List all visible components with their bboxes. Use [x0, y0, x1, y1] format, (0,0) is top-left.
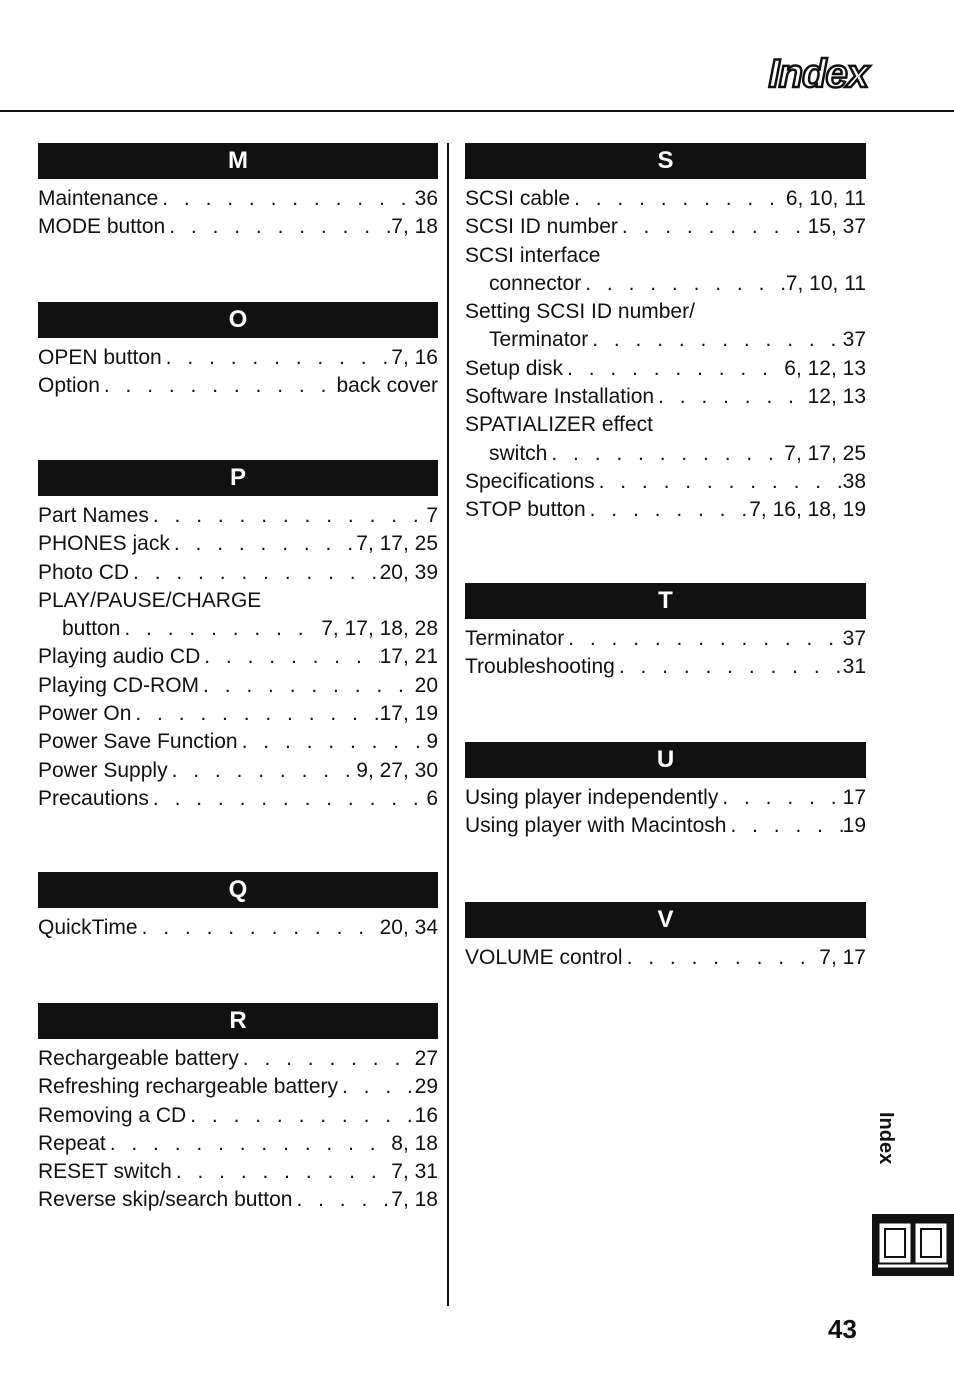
index-entry — [38, 1045, 438, 1073]
index-term: Option — [38, 374, 100, 398]
dot-leader — [292, 1186, 391, 1214]
index-page-refs: 17 — [842, 786, 866, 809]
index-entry-list — [38, 1045, 438, 1215]
index-entry — [465, 784, 866, 812]
header-rule — [0, 110, 954, 112]
index-term: Precautions — [38, 786, 149, 810]
dot-leader — [162, 344, 392, 372]
index-entry — [465, 440, 866, 468]
index-term: Maintenance — [38, 187, 159, 210]
index-page-refs: 17, 21 — [379, 645, 438, 669]
dot-leader — [238, 728, 427, 756]
index-entry — [38, 914, 438, 942]
section-letter-header: Q — [38, 872, 438, 908]
side-tab — [874, 1112, 904, 1182]
index-entry — [38, 559, 438, 587]
index-entry-list — [38, 914, 438, 942]
index-term: Software Installation — [465, 385, 655, 409]
dot-leader — [588, 326, 842, 354]
index-entry-list — [465, 944, 866, 972]
dot-leader — [239, 1045, 415, 1073]
index-entry-list — [38, 502, 438, 813]
index-entry — [38, 530, 438, 558]
index-term: button — [62, 617, 121, 641]
index-term: Setting SCSI ID number/ — [465, 300, 695, 324]
dot-leader — [595, 468, 843, 496]
index-entry-list — [465, 625, 866, 682]
index-term: Power On — [38, 702, 132, 726]
section-letter-header: R — [38, 1003, 438, 1039]
index-term: Playing CD-ROM — [38, 673, 200, 697]
index-entry — [38, 672, 438, 700]
index-entry — [465, 812, 866, 840]
index-page-refs: 7, 31 — [391, 1160, 438, 1184]
index-term: RESET switch — [38, 1160, 172, 1184]
index-page-refs: 17, 19 — [379, 702, 438, 726]
index-page-refs: 7, 17, 25 — [784, 441, 866, 465]
section-letter-header: V — [465, 902, 866, 938]
index-entry — [38, 372, 438, 400]
index-page-refs: 7, 18 — [391, 1188, 438, 1212]
dot-leader — [200, 643, 379, 671]
index-entry — [38, 757, 438, 785]
index-entry — [465, 625, 866, 653]
index-entry — [465, 653, 866, 681]
index-page-refs: 6, 10, 11 — [785, 187, 866, 210]
index-entry — [38, 1130, 438, 1158]
index-page-refs: 27 — [414, 1047, 438, 1070]
index-page-refs: 7, 16, 18, 19 — [749, 498, 866, 522]
index-entry — [38, 700, 438, 728]
dot-leader — [199, 672, 415, 700]
section-letter-header: T — [465, 583, 866, 619]
index-term: Terminator — [489, 328, 589, 352]
index-term: STOP button — [465, 498, 586, 522]
index-term: MODE button — [38, 215, 166, 239]
index-term: Using player with Macintosh — [465, 814, 727, 838]
index-section-q — [38, 872, 438, 942]
index-section-v — [465, 902, 866, 972]
index-page-refs: 7 — [426, 504, 438, 527]
index-entry-list — [465, 185, 866, 525]
dot-leader — [100, 372, 337, 400]
index-entry — [38, 1186, 438, 1214]
index-section-p — [38, 460, 438, 813]
index-entry — [38, 1102, 438, 1130]
index-entry — [38, 643, 438, 671]
index-page-refs: 20, 34 — [379, 916, 438, 939]
index-term: switch — [489, 441, 548, 465]
index-term: SPATIALIZER effect — [465, 413, 653, 437]
index-term: Part Names — [38, 504, 149, 527]
index-section-m — [38, 143, 438, 242]
index-entry — [38, 185, 438, 213]
index-term: Photo CD — [38, 560, 130, 584]
dot-leader — [165, 213, 391, 241]
index-term: Using player independently — [465, 786, 719, 809]
dot-leader — [570, 185, 786, 213]
index-page-refs: 7, 17, 18, 28 — [321, 617, 438, 641]
dot-leader — [547, 440, 784, 468]
index-term: PLAY/PAUSE/CHARGE — [38, 588, 262, 612]
index-term: Playing audio CD — [38, 645, 201, 669]
index-entry — [38, 1073, 438, 1101]
index-entry — [465, 298, 866, 326]
index-page-refs: 16 — [414, 1103, 438, 1127]
index-term: Reverse skip/search button — [38, 1188, 293, 1212]
page-number: 43 — [828, 1314, 857, 1344]
dot-leader — [654, 383, 808, 411]
index-page-refs: 31 — [842, 655, 866, 679]
index-page-refs: 20, 39 — [379, 560, 438, 584]
section-letter-header: O — [38, 302, 438, 338]
index-page-refs: 38 — [842, 469, 866, 493]
index-section-o — [38, 302, 438, 401]
index-entry-list — [465, 784, 866, 841]
index-term: QuickTime — [38, 916, 138, 939]
index-term: OPEN button — [38, 346, 162, 369]
index-page-refs: 29 — [414, 1075, 438, 1099]
index-entry-list — [38, 185, 438, 242]
index-page-refs: 37 — [842, 627, 866, 650]
section-letter-header: S — [465, 143, 866, 179]
dot-leader — [129, 559, 380, 587]
dot-leader — [149, 502, 426, 530]
dot-leader — [581, 270, 786, 298]
dot-leader — [615, 653, 843, 681]
index-page-refs: 9 — [426, 730, 438, 754]
dot-leader — [172, 1158, 391, 1186]
index-term: Refreshing rechargeable battery — [38, 1075, 339, 1099]
index-page-refs: 15, 37 — [807, 215, 866, 239]
index-term: Power Supply — [38, 758, 168, 782]
dot-leader — [718, 784, 842, 812]
index-entry — [465, 242, 866, 270]
index-term: Repeat — [38, 1131, 106, 1155]
index-page-refs: 6 — [426, 786, 438, 810]
index-page-refs: 6, 12, 13 — [784, 356, 866, 380]
open-book-icon — [872, 1214, 954, 1276]
index-page-refs: 7, 10, 11 — [785, 271, 866, 295]
index-term: Troubleshooting — [465, 655, 615, 679]
dot-leader — [138, 914, 380, 942]
index-page-refs: 20 — [414, 673, 438, 697]
index-entry — [38, 502, 438, 530]
index-term: PHONES jack — [38, 532, 170, 556]
index-page-refs: 7, 18 — [391, 215, 438, 239]
dot-leader — [149, 785, 426, 813]
section-letter-header: P — [38, 460, 438, 496]
index-page-refs: 36 — [414, 187, 438, 210]
index-term: SCSI cable — [465, 187, 571, 210]
dot-leader — [158, 185, 414, 213]
index-section-t — [465, 583, 866, 682]
index-entry — [465, 326, 866, 354]
index-page-refs: 8, 18 — [391, 1131, 438, 1155]
dot-leader — [120, 615, 321, 643]
index-term: Power Save Function — [38, 730, 238, 754]
index-entry — [38, 587, 438, 615]
index-entry — [38, 344, 438, 372]
dot-leader — [726, 812, 842, 840]
dot-leader — [338, 1073, 415, 1101]
index-section-s — [465, 143, 866, 525]
index-entry — [465, 944, 866, 972]
dot-leader — [131, 700, 379, 728]
index-section-r — [38, 1003, 438, 1215]
index-page-refs: 37 — [842, 328, 866, 352]
index-entry — [465, 383, 866, 411]
dot-leader — [586, 496, 750, 524]
index-term: Terminator — [465, 627, 565, 650]
index-term: SCSI ID number — [465, 215, 618, 239]
index-term: SCSI interface — [465, 243, 601, 267]
index-entry — [465, 185, 866, 213]
index-term: Removing a CD — [38, 1103, 187, 1127]
side-tab-label: Index — [875, 1112, 897, 1165]
dot-leader — [623, 944, 820, 972]
index-term: Rechargeable battery — [38, 1047, 239, 1070]
index-entry — [38, 615, 438, 643]
index-entry — [38, 728, 438, 756]
index-page-refs: 7, 16 — [391, 346, 438, 369]
index-term: Setup disk — [465, 356, 564, 380]
dot-leader — [618, 213, 808, 241]
dot-leader — [168, 757, 357, 785]
page-title: Index — [768, 52, 868, 96]
index-entry — [465, 355, 866, 383]
index-section-u — [465, 742, 866, 841]
index-entry-list — [38, 344, 438, 401]
dot-leader — [186, 1102, 414, 1130]
section-letter-header: U — [465, 742, 866, 778]
dot-leader — [564, 625, 842, 653]
dot-leader — [563, 355, 784, 383]
column-divider — [447, 143, 449, 1306]
section-letter-header: M — [38, 143, 438, 179]
index-page-refs: 7, 17, 25 — [356, 532, 438, 556]
index-page-refs: 19 — [842, 814, 866, 838]
index-entry — [38, 1158, 438, 1186]
dot-leader — [170, 530, 356, 558]
dot-leader — [106, 1130, 392, 1158]
index-page-refs: 7, 17 — [819, 946, 866, 969]
index-entry — [465, 270, 866, 298]
index-entry — [38, 213, 438, 241]
index-entry — [465, 496, 866, 524]
index-term: Specifications — [465, 469, 595, 493]
index-term: VOLUME control — [465, 946, 623, 969]
index-entry — [465, 213, 866, 241]
index-entry — [465, 468, 866, 496]
index-page-refs: back cover — [336, 374, 438, 398]
index-entry — [465, 411, 866, 439]
index-page-refs: 12, 13 — [807, 385, 866, 409]
index-page-refs: 9, 27, 30 — [356, 758, 438, 782]
index-entry — [38, 785, 438, 813]
index-term: connector — [489, 271, 582, 295]
